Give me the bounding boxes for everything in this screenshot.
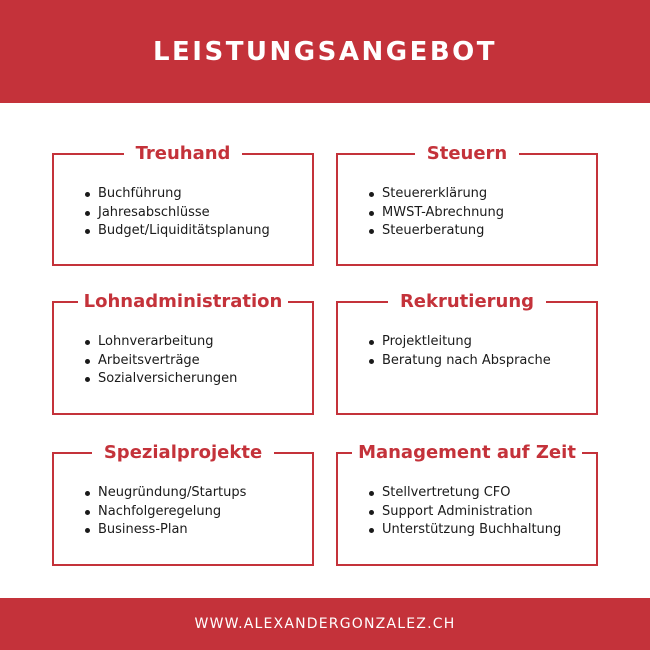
list-item: Sozialversicherungen bbox=[82, 370, 237, 389]
list-item: Steuerberatung bbox=[366, 222, 504, 241]
service-title: Management auf Zeit bbox=[352, 442, 582, 463]
service-title: Lohnadministration bbox=[78, 291, 289, 312]
service-box-spezialprojekte bbox=[52, 442, 314, 566]
service-list bbox=[366, 185, 504, 241]
list-item: Projektleitung bbox=[366, 333, 551, 352]
list-item: Nachfolgeregelung bbox=[82, 503, 246, 522]
service-title: Rekrutierung bbox=[388, 291, 546, 312]
list-item: Unterstützung Buchhaltung bbox=[366, 521, 561, 540]
service-box-lohnadministration bbox=[52, 291, 314, 415]
service-list bbox=[366, 484, 561, 540]
service-list bbox=[82, 333, 237, 389]
website-link[interactable]: WWW.ALEXANDERGONZALEZ.CH bbox=[194, 616, 456, 632]
list-item: Lohnverarbeitung bbox=[82, 333, 237, 352]
list-item: Steuererklärung bbox=[366, 185, 504, 204]
list-item: Neugründung/Startups bbox=[82, 484, 246, 503]
list-item: Buchführung bbox=[82, 185, 270, 204]
service-list bbox=[82, 484, 246, 540]
service-list bbox=[82, 185, 270, 241]
service-box-steuern bbox=[336, 143, 598, 266]
list-item: Stellvertretung CFO bbox=[366, 484, 561, 503]
list-item: Business-Plan bbox=[82, 521, 246, 540]
list-item: Support Administration bbox=[366, 503, 561, 522]
page-title: LEISTUNGSANGEBOT bbox=[152, 36, 498, 67]
list-item: Budget/Liquiditätsplanung bbox=[82, 222, 270, 241]
service-box-treuhand bbox=[52, 143, 314, 266]
list-item: MWST-Abrechnung bbox=[366, 204, 504, 223]
list-item: Jahresabschlüsse bbox=[82, 204, 270, 223]
service-title: Spezialprojekte bbox=[92, 442, 274, 463]
list-item: Beratung nach Absprache bbox=[366, 352, 551, 371]
service-box-management-auf-zeit bbox=[336, 442, 598, 566]
list-item: Arbeitsverträge bbox=[82, 352, 237, 371]
service-box-rekrutierung bbox=[336, 291, 598, 415]
service-title: Steuern bbox=[415, 143, 520, 164]
service-title: Treuhand bbox=[124, 143, 243, 164]
header-banner bbox=[0, 0, 650, 103]
footer-banner bbox=[0, 598, 650, 650]
service-list bbox=[366, 333, 551, 370]
